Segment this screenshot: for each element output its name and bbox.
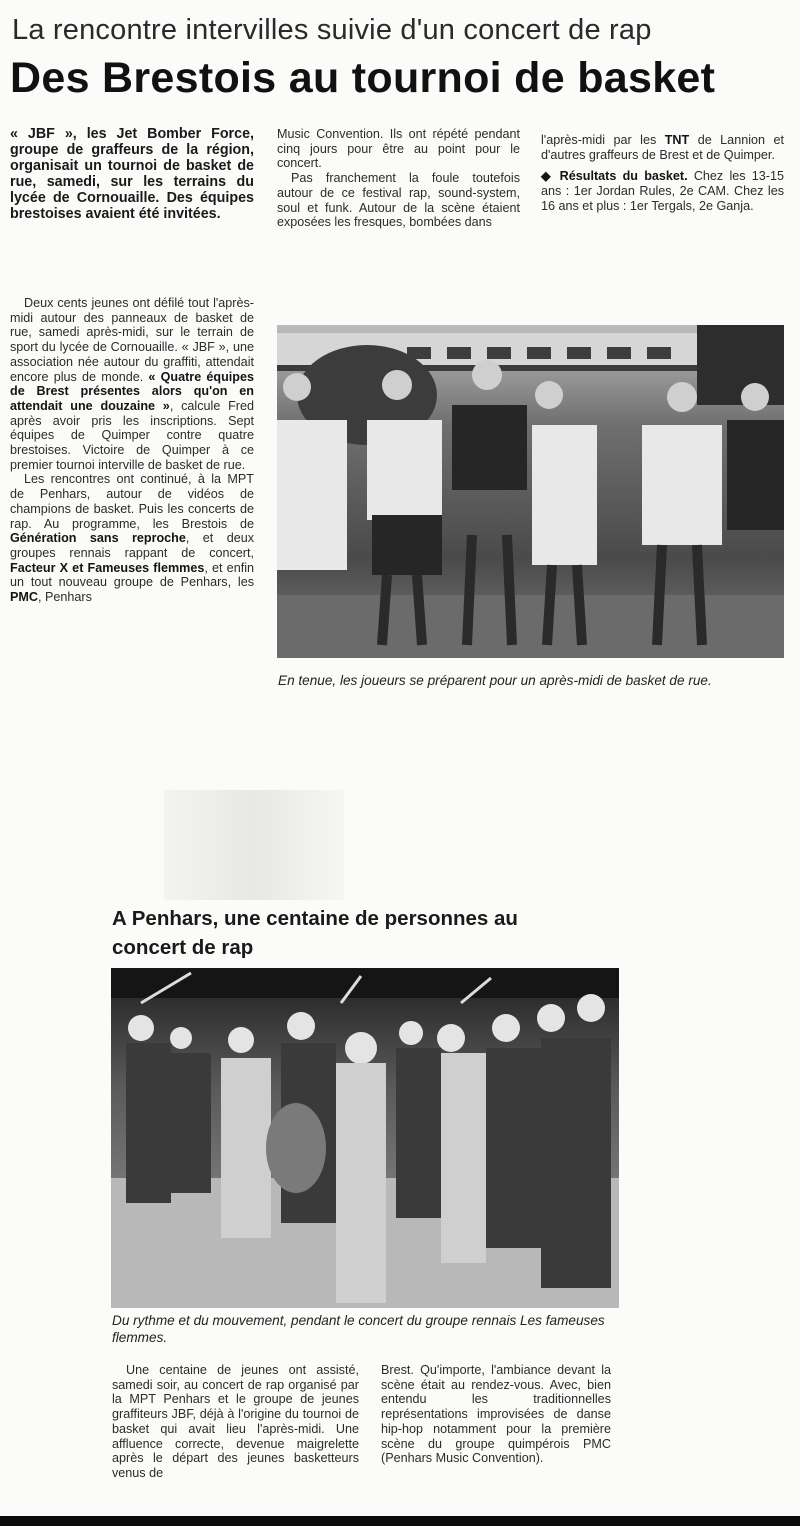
text-run: Deux cents jeunes ont défilé tout l'après-midi autour des panneaux de basket de rue, samedi après-midi, sur le terrain de sport du lycée de Cornouaille. « JBF », une association née autour du graffiti, attendait encore plus de monde.	[10, 296, 254, 384]
photo-basketball-players	[277, 325, 784, 658]
photo-rap-concert	[111, 968, 619, 1308]
band-name: Facteur X et Fameuses flemmes	[10, 560, 205, 575]
photo-1-caption: En tenue, les joueurs se préparent pour un après-midi de basket de rue.	[278, 673, 712, 688]
second-article-column-2	[381, 1363, 611, 1466]
paragraph-6: Une centaine de jeunes ont assisté, samedi soir, au concert de rap organisé par la MPT Penhars et le groupe de jeunes graffiteurs JBF, déjà à l'origine du tournoi de basket qui avait lieu l'après-midi. Une affluence correcte, devenue maigrelette après le départ des jeunes basketteurs venus de	[112, 1363, 359, 1480]
paragraph-4: Pas franchement la foule toutefois autour de ce festival rap, sound-system, soul et funk. Autour de la scène étaient exposées les fresques, bombées dans	[277, 171, 520, 230]
article-column-3	[541, 133, 784, 214]
group-name: TNT	[664, 133, 690, 147]
paragraph-3: Music Convention. Ils ont répété pendant cinq jours pour être au point pour le concert.	[277, 127, 520, 171]
results-title: Résultats du basket.	[559, 169, 688, 184]
bullet-icon: ◆	[541, 169, 554, 184]
paragraph-7: Brest. Qu'importe, l'ambiance devant la scène était au rendez-vous. Avec, bien entendu les traditionnelles représentations improvisées de danse hip-hop notamment pour la première scène du groupe quimpérois PMC (Penhars Music Convention).	[381, 1363, 611, 1466]
paragraph-5	[541, 133, 784, 162]
text-run: Les rencontres ont continué, à la MPT de Penhars, autour de vidéos de champions de basket. Puis les concerts de rap. Au programme, les Brestois de	[10, 472, 254, 531]
bleed-through-shadow	[164, 790, 344, 900]
text-run: , et enfin un tout nouveau groupe de Penhars, les	[10, 560, 254, 590]
article-column-1	[10, 296, 254, 605]
article-lead: « JBF », les Jet Bomber Force, groupe de graffeurs de la région, organisait un tournoi de basket de rue, samedi, sur les terrains du lycée de Cornouaille. Des équipes brestoises avaient été invitées.	[10, 126, 254, 222]
text-run: l'après-midi par les	[541, 133, 665, 147]
page-bottom-edge	[0, 1516, 800, 1526]
second-article-column-1	[112, 1363, 359, 1481]
results-text: Chez les 13-15 ans : 1er Jordan Rules, 2e CAM. Chez les 16 ans et plus : 1er Tergals, 2e Ganja.	[541, 169, 784, 213]
paragraph-2	[10, 472, 254, 604]
text-run: , et deux groupes rennais rappant de concert,	[10, 531, 255, 560]
paragraph-1	[10, 296, 254, 472]
band-name: Génération sans reproche	[10, 531, 186, 546]
second-article-title: A Penhars, une centaine de personnes au concert de rap	[112, 907, 518, 959]
text-run: , Penhars	[38, 590, 92, 605]
article-column-2	[277, 127, 520, 230]
article-headline: Des Brestois au tournoi de basket	[10, 54, 716, 102]
band-name: PMC	[10, 590, 38, 605]
photo-1-illustration	[277, 325, 784, 658]
results-paragraph	[541, 169, 784, 213]
quote-bold: « Quatre équipes de Brest présentes alors qu'on en attendait une douzaine »	[10, 369, 255, 413]
text-run: , calcule Fred après avoir pris les inscriptions. Sept équipes de Quimper contre quatre brestoises. Victoire de Quimper à ce premier tournoi interville de basket de rue.	[10, 398, 255, 472]
text-run: de Lannion et d'autres graffeurs de Brest et de Quimper.	[541, 133, 784, 162]
article-kicker: La rencontre intervilles suivie d'un concert de rap	[12, 14, 652, 46]
photo-2-illustration	[111, 968, 619, 1308]
photo-2-caption: Du rythme et du mouvement, pendant le concert du groupe rennais Les fameuses flemmes.	[112, 1313, 605, 1345]
